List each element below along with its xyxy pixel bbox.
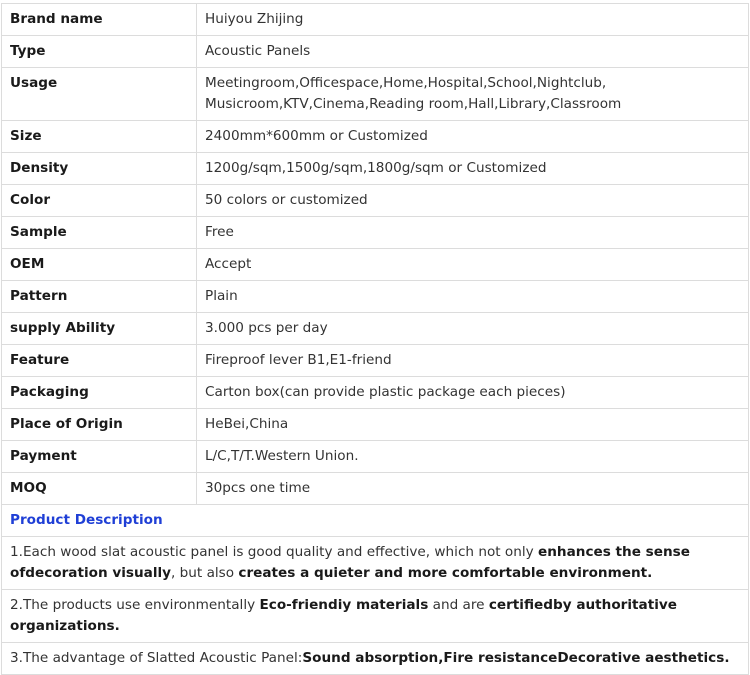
spec-key: Packaging	[2, 377, 197, 409]
spec-key: Color	[2, 185, 197, 217]
bold-text: enhances the sense	[538, 544, 690, 560]
spec-key: Sample	[2, 217, 197, 249]
spec-value	[197, 68, 749, 121]
bold-text: creates a quieter and more comfortable environment.	[238, 565, 653, 581]
spec-row-size	[2, 121, 749, 153]
description-row-2	[2, 590, 749, 643]
spec-row-color	[2, 185, 749, 217]
text: 2.The products use environmentally	[10, 597, 260, 613]
spec-row-place-of-origin	[2, 409, 749, 441]
spec-key: supply Ability	[2, 313, 197, 345]
spec-value: Huiyou Zhijing	[197, 4, 749, 36]
spec-value: 3.000 pcs per day	[197, 313, 749, 345]
spec-row-type	[2, 36, 749, 68]
spec-value: Acoustic Panels	[197, 36, 749, 68]
spec-row-moq	[2, 473, 749, 505]
description-paragraph-3	[2, 643, 749, 675]
spec-key: Type	[2, 36, 197, 68]
product-spec-table	[1, 3, 749, 675]
description-row-1	[2, 537, 749, 590]
product-description-title: Product Description	[2, 505, 749, 537]
spec-value: 2400mm*600mm or Customized	[197, 121, 749, 153]
spec-row-feature	[2, 345, 749, 377]
text: and are	[428, 597, 489, 613]
spec-value: L/C,T/T.Western Union.	[197, 441, 749, 473]
spec-key: OEM	[2, 249, 197, 281]
text: , but also	[171, 565, 239, 581]
spec-row-oem	[2, 249, 749, 281]
description-paragraph-2	[2, 590, 749, 643]
spec-row-brand-name	[2, 4, 749, 36]
spec-value: Fireproof lever B1,E1-friend	[197, 345, 749, 377]
bold-text: ofdecoration visually	[10, 565, 172, 581]
usage-line-2: Musicroom,KTV,Cinema,Reading room,Hall,Library,Classroom	[205, 96, 622, 112]
spec-key: Pattern	[2, 281, 197, 313]
spec-row-packaging	[2, 377, 749, 409]
spec-key: Usage	[2, 68, 197, 121]
spec-value: Accept	[197, 249, 749, 281]
usage-line-1: Meetingroom,Officespace,Home,Hospital,School,Nightclub,	[205, 75, 607, 91]
spec-value: Carton box(can provide plastic package each pieces)	[197, 377, 749, 409]
spec-value: 1200g/sqm,1500g/sqm,1800g/sqm or Customized	[197, 153, 749, 185]
spec-value: HeBei,China	[197, 409, 749, 441]
spec-value: 30pcs one time	[197, 473, 749, 505]
spec-value: 50 colors or customized	[197, 185, 749, 217]
spec-value: Free	[197, 217, 749, 249]
spec-row-usage	[2, 68, 749, 121]
spec-key: Payment	[2, 441, 197, 473]
spec-key: Feature	[2, 345, 197, 377]
spec-key: MOQ	[2, 473, 197, 505]
text: 3.The advantage of Slatted Acoustic Panel:	[10, 650, 303, 666]
description-title-row	[2, 505, 749, 537]
spec-key: Density	[2, 153, 197, 185]
spec-value: Plain	[197, 281, 749, 313]
spec-row-density	[2, 153, 749, 185]
spec-key: Place of Origin	[2, 409, 197, 441]
bold-text: certifiedby authoritative organizations.	[10, 597, 677, 634]
text: 1.Each wood slat acoustic panel is good quality and effective, which not only	[10, 544, 539, 560]
spec-row-payment	[2, 441, 749, 473]
spec-row-supply-ability	[2, 313, 749, 345]
description-row-3	[2, 643, 749, 675]
spec-key: Size	[2, 121, 197, 153]
spec-row-sample	[2, 217, 749, 249]
bold-text: Sound absorption,Fire resistanceDecorative aesthetics.	[302, 650, 730, 666]
spec-key: Brand name	[2, 4, 197, 36]
description-paragraph-1	[2, 537, 749, 590]
bold-text: Eco-friendiy materials	[259, 597, 429, 613]
spec-row-pattern	[2, 281, 749, 313]
